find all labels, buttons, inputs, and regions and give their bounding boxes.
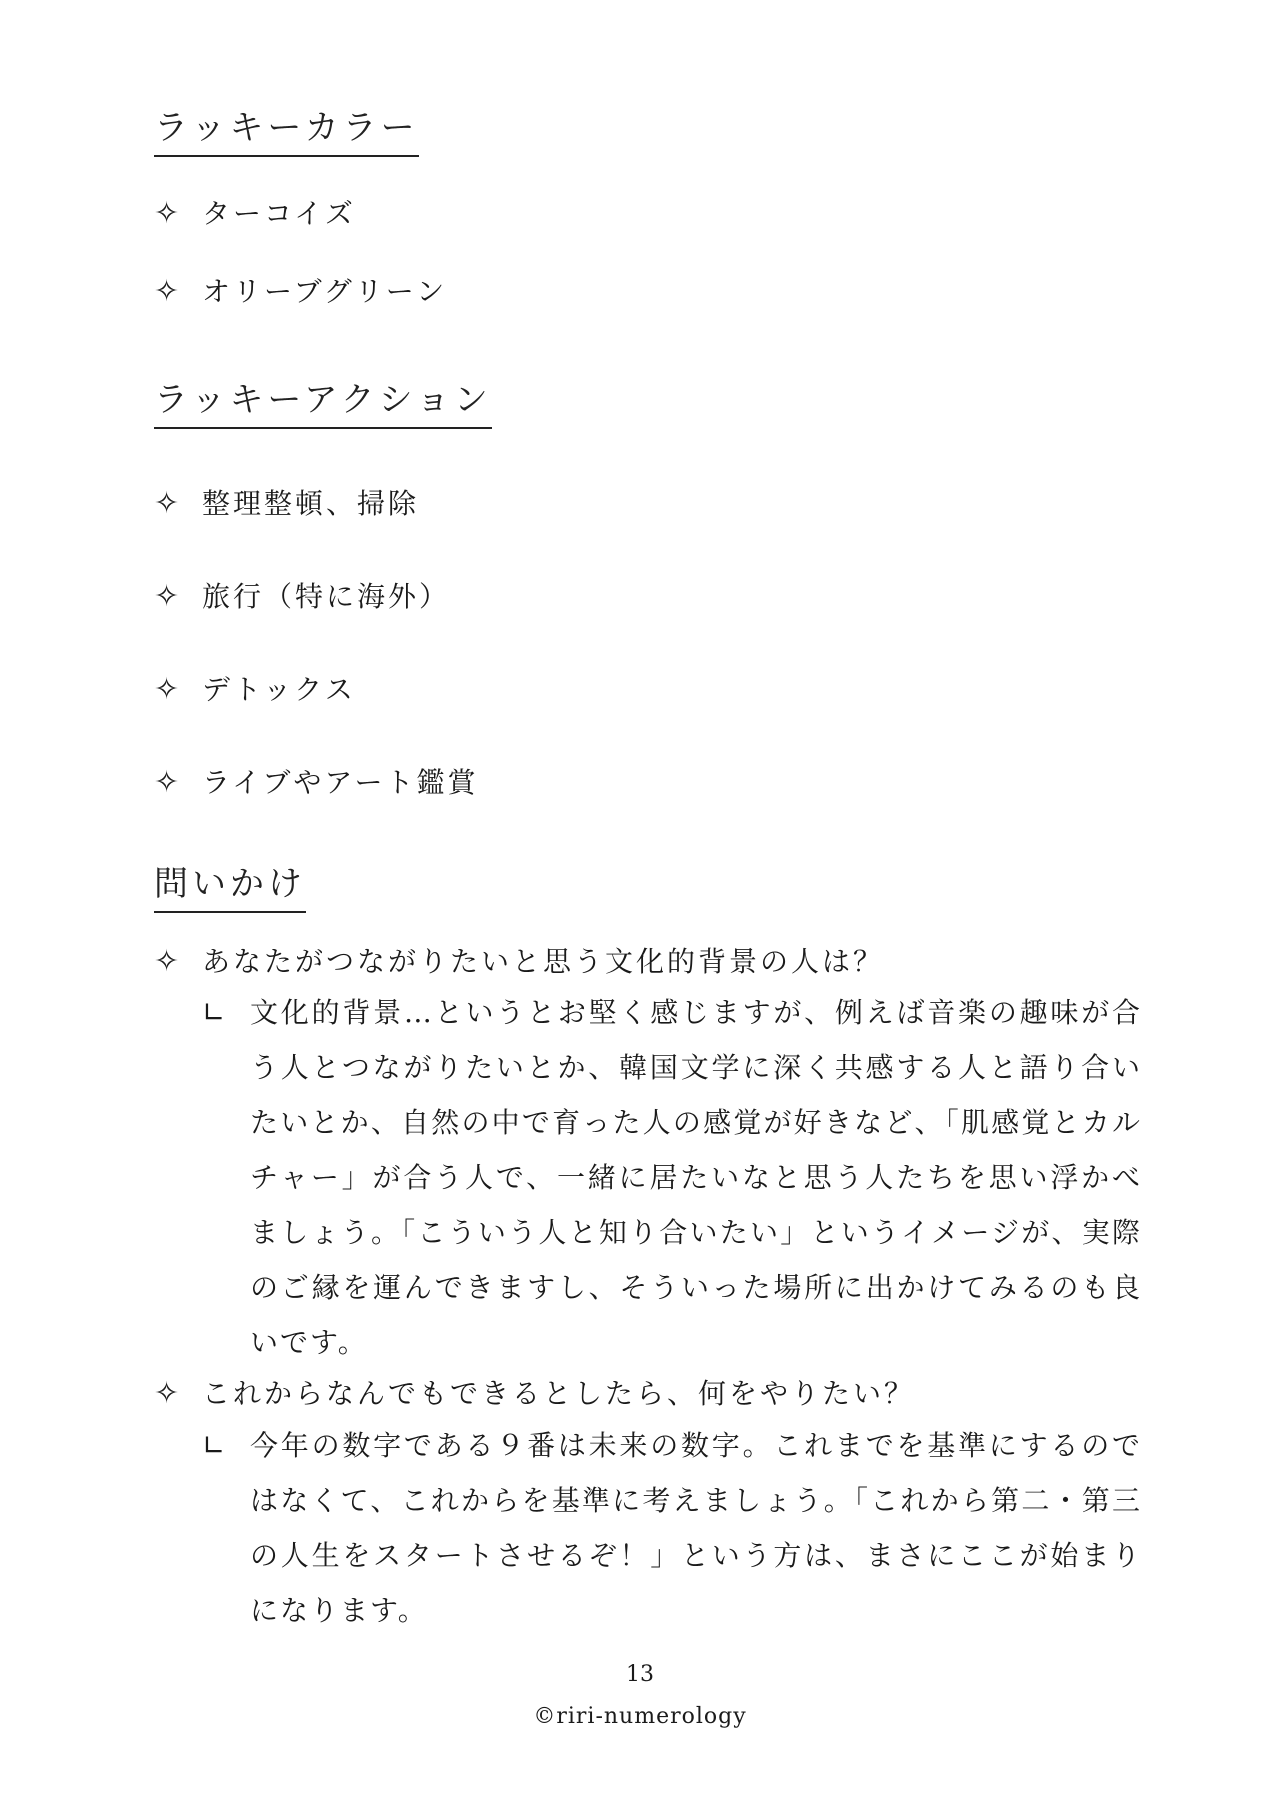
lucky-color-item xyxy=(154,274,447,310)
question-text: これからなんでもできるとしたら、何をやりたい？ xyxy=(202,1377,916,1410)
question-item xyxy=(154,944,884,980)
lucky-action-label: 旅行（特に海外） xyxy=(202,580,451,613)
lucky-color-heading: ラッキーカラー xyxy=(154,108,419,157)
lucky-action-heading: ラッキーアクション xyxy=(154,380,492,429)
sparkle-icon: ✧ xyxy=(154,672,183,707)
sparkle-icon: ✧ xyxy=(154,1376,183,1411)
lucky-color-item xyxy=(154,196,356,232)
answer-block xyxy=(202,1418,1142,1638)
answer-text: 今年の数字である９番は未来の数字。これまでを基準にするのではなくて、これからを基準に考えましょう。「これから第二・第三の人生をスタートさせるぞ！」という方は、まさにここが始まりになります。 xyxy=(250,1429,1142,1627)
lucky-action-label: 整理整頓、掃除 xyxy=(202,487,420,520)
answer-text: 文化的背景…というとお堅く感じますが、例えば音楽の趣味が合う人とつながりたいとか、韓国文学に深く共感する人と語り合いたいとか、自然の中で育った人の感覚が好きなど、「肌感覚とカルチャー」が合う人で、一緒に居たいなと思う人たちを思い浮かべましょう。「こういう人と知り合いたい」というイメージが、実際のご縁を運んできますし、そういった場所に出かけてみるのも良いです。 xyxy=(250,996,1142,1359)
sparkle-icon: ✧ xyxy=(154,274,183,309)
sparkle-icon: ✧ xyxy=(154,196,183,231)
answer-marker-icon: ∟ xyxy=(202,996,228,1029)
lucky-action-label: デトックス xyxy=(202,673,356,706)
sparkle-icon: ✧ xyxy=(154,579,183,614)
sparkle-icon: ✧ xyxy=(154,944,183,979)
question-text: あなたがつながりたいと思う文化的背景の人は？ xyxy=(202,945,885,978)
lucky-action-item xyxy=(154,765,478,801)
page-number: 13 xyxy=(626,1662,654,1687)
answer-marker-icon: ∟ xyxy=(202,1429,228,1462)
sparkle-icon: ✧ xyxy=(154,486,183,521)
lucky-action-item xyxy=(154,486,419,522)
lucky-color-label: オリーブグリーン xyxy=(202,275,448,308)
questions-heading: 問いかけ xyxy=(154,864,306,913)
lucky-action-item xyxy=(154,672,356,708)
lucky-color-label: ターコイズ xyxy=(202,197,356,230)
answer-block xyxy=(202,985,1142,1370)
lucky-action-label: ライブやアート鑑賞 xyxy=(202,766,479,799)
sparkle-icon: ✧ xyxy=(154,765,183,800)
copyright: ©riri-numerology xyxy=(533,1704,747,1729)
lucky-action-item xyxy=(154,579,450,615)
question-item xyxy=(154,1376,915,1412)
